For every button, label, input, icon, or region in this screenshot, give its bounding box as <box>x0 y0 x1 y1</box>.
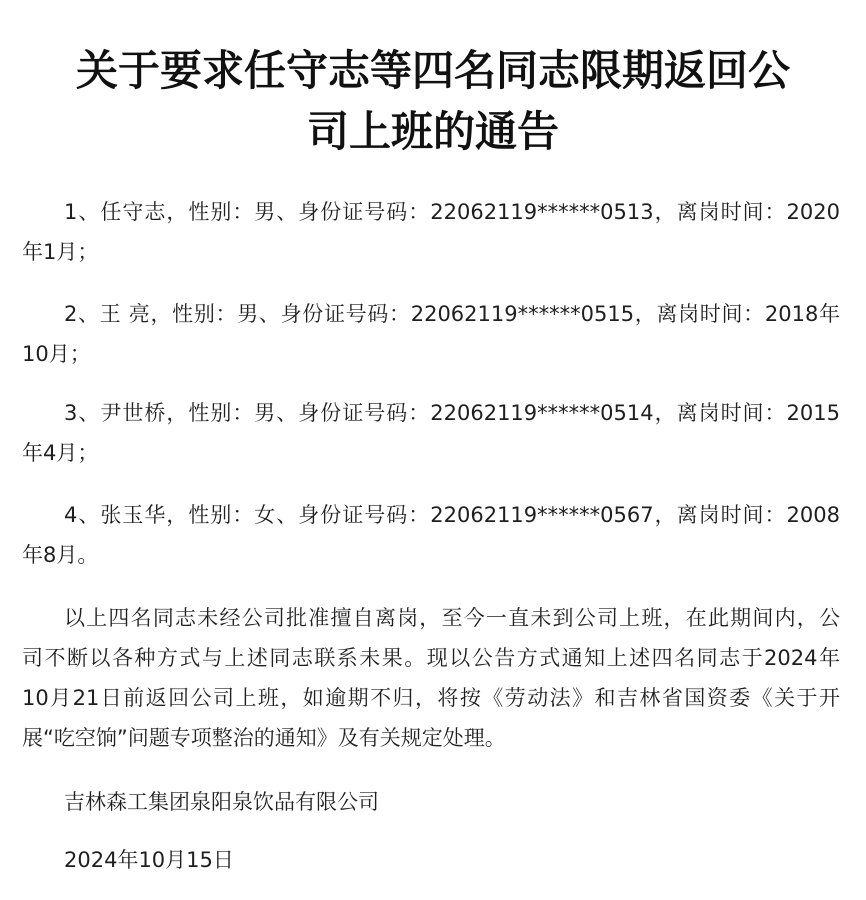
notice-title-line-2: 司上班的通告 <box>306 107 559 156</box>
list-item-1-line-2: 年1月； <box>22 240 99 264</box>
list-item-1-line-1: 1、任守志，性别：男、身份证号码：22062119******0513，离岗时间：2020 <box>64 200 840 224</box>
list-item-1 <box>22 192 840 272</box>
issuer-signature: 吉林森工集团泉阳泉饮品有限公司 <box>64 790 379 814</box>
list-item-4 <box>22 495 840 575</box>
list-item-3 <box>22 393 840 473</box>
list-item-3-line-1: 3、尹世桥，性别：男、身份证号码：22062119******0514，离岗时间：2015 <box>64 401 840 425</box>
body-line-4: 展“吃空饷”问题专项整治的通知》及有关规定处理。 <box>22 726 506 750</box>
list-item-2-line-2: 10月； <box>22 342 91 366</box>
body-line-2: 司不断以各种方式与上述同志联系未果。现以公告方式通知上述四名同志于2024年 <box>22 646 840 670</box>
list-item-4-line-2: 年8月。 <box>22 543 99 567</box>
body-line-1: 以上四名同志未经公司批准擅自离岗，至今一直未到公司上班，在此期间内，公 <box>64 606 840 630</box>
list-item-2-line-1: 2、王 亮，性别：男、身份证号码：22062119******0515，离岗时间：2018年 <box>64 302 840 326</box>
notice-body-paragraph <box>22 598 840 758</box>
list-item-3-line-2: 年4月； <box>22 441 99 465</box>
list-item-2 <box>22 294 840 374</box>
list-item-4-line-1: 4、张玉华，性别：女、身份证号码：22062119******0567，离岗时间：2008 <box>64 503 840 527</box>
notice-title-line-1: 关于要求任守志等四名同志限期返回公 <box>75 46 790 95</box>
body-line-3: 10月21日前返回公司上班，如逾期不归，将按《劳动法》和吉林省国资委《关于开 <box>22 686 840 710</box>
issue-date: 2024年10月15日 <box>64 848 234 872</box>
